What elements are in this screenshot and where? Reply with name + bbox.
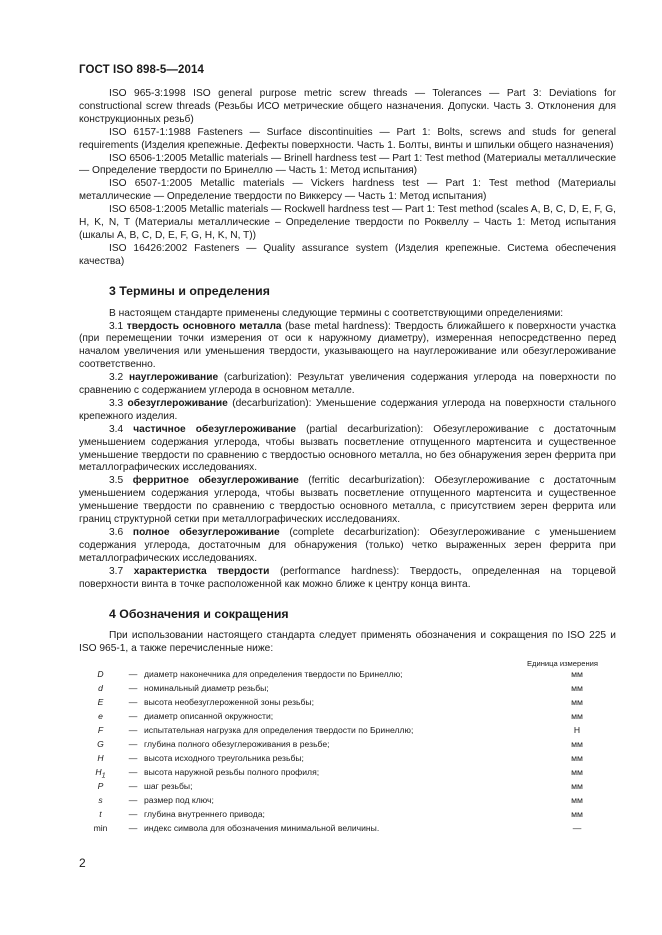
table-row	[79, 767, 616, 781]
page-content	[79, 88, 616, 837]
table-row	[79, 725, 616, 739]
dash: —	[128, 683, 138, 694]
term-number: 3.3	[109, 397, 124, 409]
symbol-unit: мм	[571, 711, 583, 722]
term-name: частичное обезуглероживание	[133, 423, 297, 435]
symbol-description: диаметр описанной окружности;	[144, 711, 274, 722]
symbol: min	[93, 823, 108, 834]
reference-item: ISO 6506-1:2005 Metallic materials — Brinell hardness test — Part 1: Test method (Материалы металлические — Определение твердости по Бринеллю — Часть 1: Метод испытания)	[79, 152, 616, 177]
symbol-unit: Н	[573, 725, 581, 736]
table-row	[79, 697, 616, 711]
term-definition	[79, 566, 616, 592]
term-name: твердость основного металла	[126, 320, 282, 332]
dash: —	[128, 753, 138, 764]
table-row	[79, 683, 616, 697]
symbol-unit: мм	[571, 809, 583, 820]
dash: —	[128, 781, 138, 792]
section-3-title: 3 Термины и определения	[109, 283, 270, 298]
term-number: 3.4	[109, 423, 124, 435]
symbol: F	[97, 725, 104, 736]
term-definition	[79, 475, 616, 527]
symbol: d	[98, 683, 103, 694]
dash: —	[128, 823, 138, 834]
section-4-intro: При использовании настоящего стандарта следует применять обозначения и сокращения по ISO 225 и ISO 965-1, а также перечисленные ниже:	[79, 630, 616, 655]
symbol: s	[98, 795, 103, 806]
term-name: обезуглероживание	[127, 397, 228, 409]
reference-item: ISO 6157-1:1988 Fasteners — Surface discontinuities — Part 1: Bolts, screws and studs for general requirements (Изделия крепежные. Дефекты поверхности. Часть 1. Болты, винты и шпильки общего назначения)	[79, 126, 616, 151]
term-name: науглероживание	[128, 372, 219, 384]
dash: —	[128, 739, 138, 750]
symbol: H	[97, 753, 104, 764]
term-text: (ferritic decarburization): Обезуглероживание с достаточным уменьшением содержания углерода, чтобы вызвать посветление отпущенного мартенсита и существенное уменьшение твердости по сравнению с твердостью основного металла, с присутствием зерен феррита или границ структурной сетки при металлографических исследованиях.	[79, 475, 616, 526]
term-definition	[79, 424, 616, 476]
symbol-unit: мм	[571, 669, 583, 680]
dash: —	[128, 795, 138, 806]
symbol-unit: мм	[571, 767, 583, 778]
table-row	[79, 781, 616, 795]
symbol-unit: —	[572, 823, 582, 834]
symbol-description: испытательная нагрузка для определения твердости по Бринеллю;	[144, 725, 414, 736]
symbol-description: номинальный диаметр резьбы;	[144, 683, 269, 694]
table-row	[79, 739, 616, 753]
symbol-description: глубина полного обезуглероживания в резьбе;	[144, 739, 330, 750]
symbol-description: высота наружной резьбы полного профиля;	[144, 767, 320, 778]
table-row	[79, 823, 616, 837]
reference-item: ISO 6508-1:2005 Metallic materials — Rockwell hardness test — Part 1: Test method (scales A, B, C, D, E, F, G, H, K, N, T (Материалы металлические – Определение твердости по Роквеллу – Часть 1: Метод испытания (шкалы A, B, C, D, E, F, G, H, K, N, T))	[79, 204, 616, 241]
term-number: 3.5	[109, 475, 124, 487]
section-4-title: 4 Обозначения и сокращения	[109, 606, 289, 621]
symbol: e	[98, 711, 103, 722]
symbol: E	[97, 697, 104, 708]
dash: —	[128, 725, 138, 736]
unit-column-header: Единица измерения	[526, 659, 598, 669]
symbol-description: индекс символа для обозначения минимальной величины.	[144, 823, 380, 834]
references-list	[79, 88, 616, 269]
symbol-unit: мм	[571, 781, 583, 792]
term-name: характеристка твердости	[133, 565, 270, 577]
term-definition	[79, 527, 616, 566]
dash: —	[128, 767, 138, 778]
symbol-description: высота исходного треугольника резьбы;	[144, 753, 304, 764]
table-row	[79, 669, 616, 683]
symbol-unit: мм	[571, 795, 583, 806]
symbol-description: высота необезуглероженной зоны резьбы;	[144, 697, 314, 708]
symbol: P	[97, 781, 104, 792]
term-number: 3.7	[109, 565, 124, 577]
term-text: (carburization): Результат увеличения содержания углерода на поверхности по сравнению с содержанием углерода в основном металле.	[79, 372, 616, 397]
term-text: (partial decarburization): Обезуглероживание с достаточным уменьшением содержания углерода, чтобы вызвать посветление отпущенного мартенсита и существенное уменьшение твердости по сравнению с твердостью основного металла, но без обнаружения зерен феррита при металлографических исследованиях.	[79, 423, 616, 474]
symbol: G	[97, 739, 104, 750]
symbols-table	[79, 669, 616, 837]
term-text: (base metal hardness): Твердость ближайшего к поверхности участка (при перемещении точки измерения от оси к наружному диаметру), измеренная непосредственно перед началом увеличения или уменьшения твердости, указывающего на науглероживание или обезуглероживание соответственно.	[79, 320, 616, 371]
symbol-description: размер под ключ;	[144, 795, 214, 806]
document-header: ГОСТ ISO 898-5—2014	[79, 64, 204, 76]
table-row	[79, 809, 616, 823]
table-row	[79, 795, 616, 809]
page-number: 2	[79, 856, 86, 870]
table-row	[79, 753, 616, 767]
term-text: (performance hardness): Твердость, определенная на торцевой поверхности винта в точке расположенной как можно ближе к центру конца винта.	[79, 565, 616, 590]
term-definition	[79, 321, 616, 373]
reference-item: ISO 16426:2002 Fasteners — Quality assurance system (Изделия крепежные. Система обеспечения качества)	[79, 242, 616, 267]
term-name: ферритное обезуглероживание	[132, 475, 299, 487]
dash: —	[128, 711, 138, 722]
term-definition	[79, 372, 616, 398]
term-number: 3.6	[109, 527, 124, 538]
symbol-description: шаг резьбы;	[144, 781, 193, 792]
symbol: D	[97, 669, 104, 680]
symbol-description: диаметр наконечника для определения твердости по Бринеллю;	[144, 669, 403, 680]
symbol-unit: мм	[571, 739, 583, 750]
term-number: 3.2	[109, 372, 124, 384]
term-text: (decarburization): Уменьшение содержания углерода на поверхности стального крепежного изделия.	[79, 397, 616, 422]
symbol-unit: мм	[571, 683, 583, 694]
section-3-intro: В настоящем стандарте применены следующие термины с соответствующими определениями:	[109, 307, 564, 319]
symbol: $H_1$	[95, 767, 106, 781]
term-number: 3.1	[109, 320, 124, 332]
table-row	[79, 711, 616, 725]
symbol: t	[99, 809, 102, 820]
term-text: (complete decarburization): Обезуглероживание с уменьшением содержания углерода, достаточным для обнаружения (только) четко выраженных зерен феррита при металлографических исследованиях.	[79, 527, 616, 564]
reference-item: ISO 965-3:1998 ISO general purpose metric screw threads — Tolerances — Part 3: Deviations for constructional screw threads (Резьбы ИСО метрические общего назначения. Допуски. Часть 3. Отклонения для конструкционных резьб)	[79, 88, 616, 125]
dash: —	[128, 809, 138, 820]
symbol-unit: мм	[571, 697, 583, 708]
dash: —	[128, 669, 138, 680]
reference-item: ISO 6507-1:2005 Metallic materials — Vickers hardness test — Part 1: Test method (Материалы металлические — Определение твердости по Виккерсу — Часть 1: Метод испытания)	[79, 178, 616, 203]
term-definition	[79, 398, 616, 424]
dash: —	[128, 697, 138, 708]
symbol-unit: мм	[571, 753, 583, 764]
symbol-description: глубина внутреннего привода;	[144, 809, 265, 820]
term-name: полное обезуглероживание	[132, 527, 280, 538]
